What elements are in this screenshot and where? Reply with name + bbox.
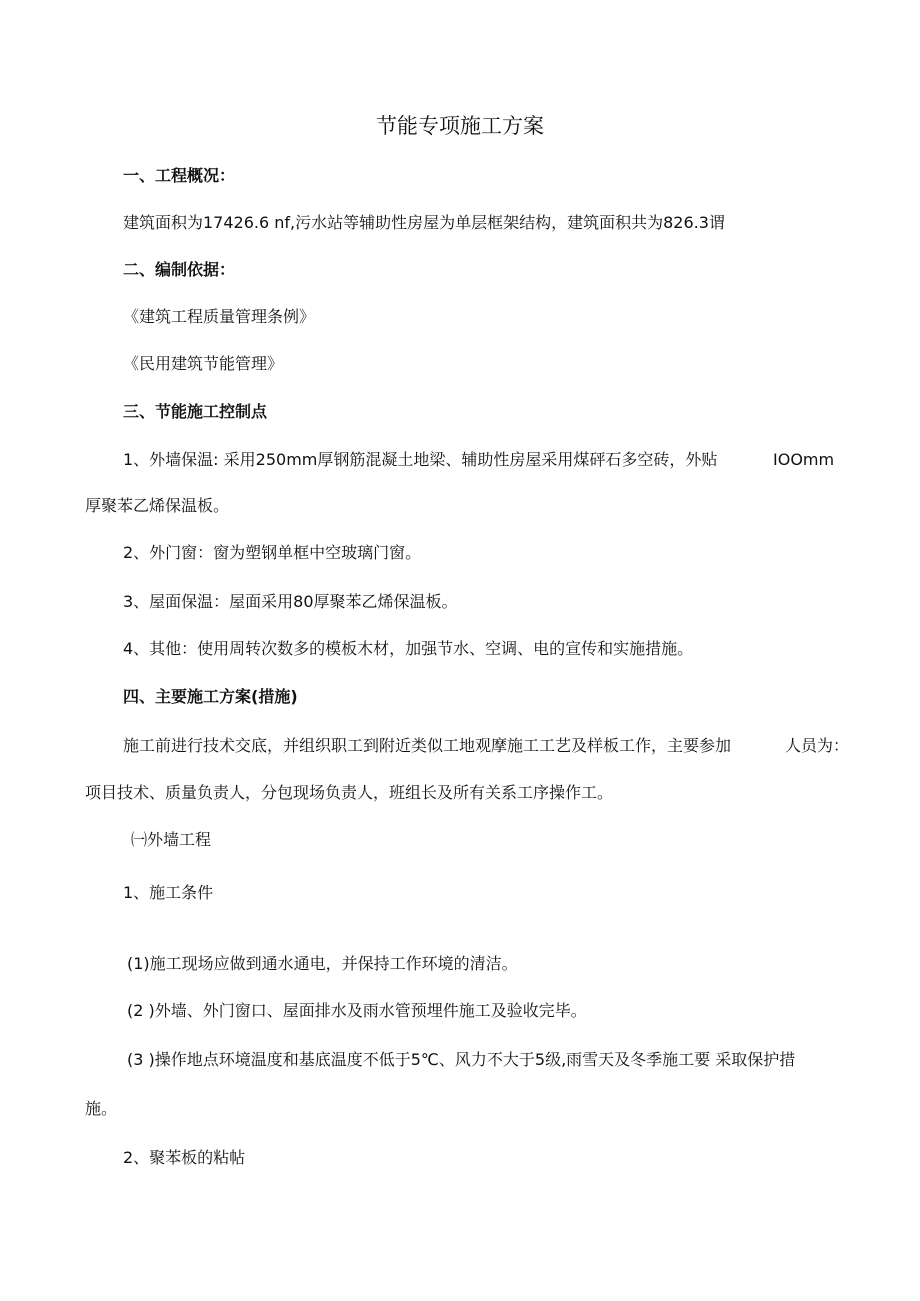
condition-3-line-1: (3 )操作地点环境温度和基底温度不低于5℃、风力不大于5级,雨雪天及冬季施工要 采取保护措 xyxy=(127,1050,796,1069)
condition-1: (1)施工现场应做到通水通电，并保持工作环境的清洁。 xyxy=(127,954,518,973)
control-point-4: 4、其他：使用周转次数多的模板木材，加强节水、空调、电的宣传和实施措施。 xyxy=(123,639,694,658)
basis-item-1: 《建筑工程质量管理条例》 xyxy=(123,307,316,326)
overview-paragraph: 建筑面积为17426.6 nf,污水站等辅助性房屋为单层框架结构，建筑面积共为826.3谓 xyxy=(123,213,725,232)
control-point-2: 2、外门窗：窗为塑钢单框中空玻璃门窗。 xyxy=(123,543,422,562)
section-heading-main-plan: 四、主要施工方案(措施) xyxy=(123,687,298,706)
plan-paragraph-line-2: 项目技术、质量负责人，分包现场负责人，班组长及所有关系工序操作工。 xyxy=(85,783,614,802)
control-point-3: 3、屋面保温：屋面采用80厚聚苯乙烯保温板。 xyxy=(123,592,458,611)
plan-paragraph-line-1-tail: 人员为： xyxy=(785,736,850,755)
section-heading-basis: 二、编制依据： xyxy=(123,260,236,279)
control-point-1-line-1-tail: IOOmm xyxy=(773,450,835,469)
control-point-1-line-2: 厚聚苯乙烯保温板。 xyxy=(85,496,230,515)
section-heading-overview: 一、工程概况： xyxy=(123,166,236,185)
section-heading-control-points: 三、节能施工控制点 xyxy=(123,402,268,421)
plan-paragraph-line-1: 施工前进行技术交底，并组织职工到附近类似工地观摩施工工艺及样板工作，主要参加 xyxy=(123,736,732,755)
subsection-item-conditions: 1、施工条件 xyxy=(123,883,214,902)
condition-3-line-2: 施。 xyxy=(85,1099,118,1118)
control-point-1-line-1: 1、外墙保温: 采用250mm厚钢筋混凝土地梁、辅助性房屋采用煤砰石多空砖，外贴 xyxy=(123,450,718,469)
document-title: 节能专项施工方案 xyxy=(376,114,544,138)
basis-item-2: 《民用建筑节能管理》 xyxy=(123,354,284,373)
subsection-heading-exterior-wall: ㈠外墙工程 xyxy=(131,830,212,849)
condition-2: (2 )外墙、外门窗口、屋面排水及雨水管预埋件施工及验收完毕。 xyxy=(127,1001,587,1020)
subsection-item-board-pasting: 2、聚苯板的粘帖 xyxy=(123,1148,246,1167)
